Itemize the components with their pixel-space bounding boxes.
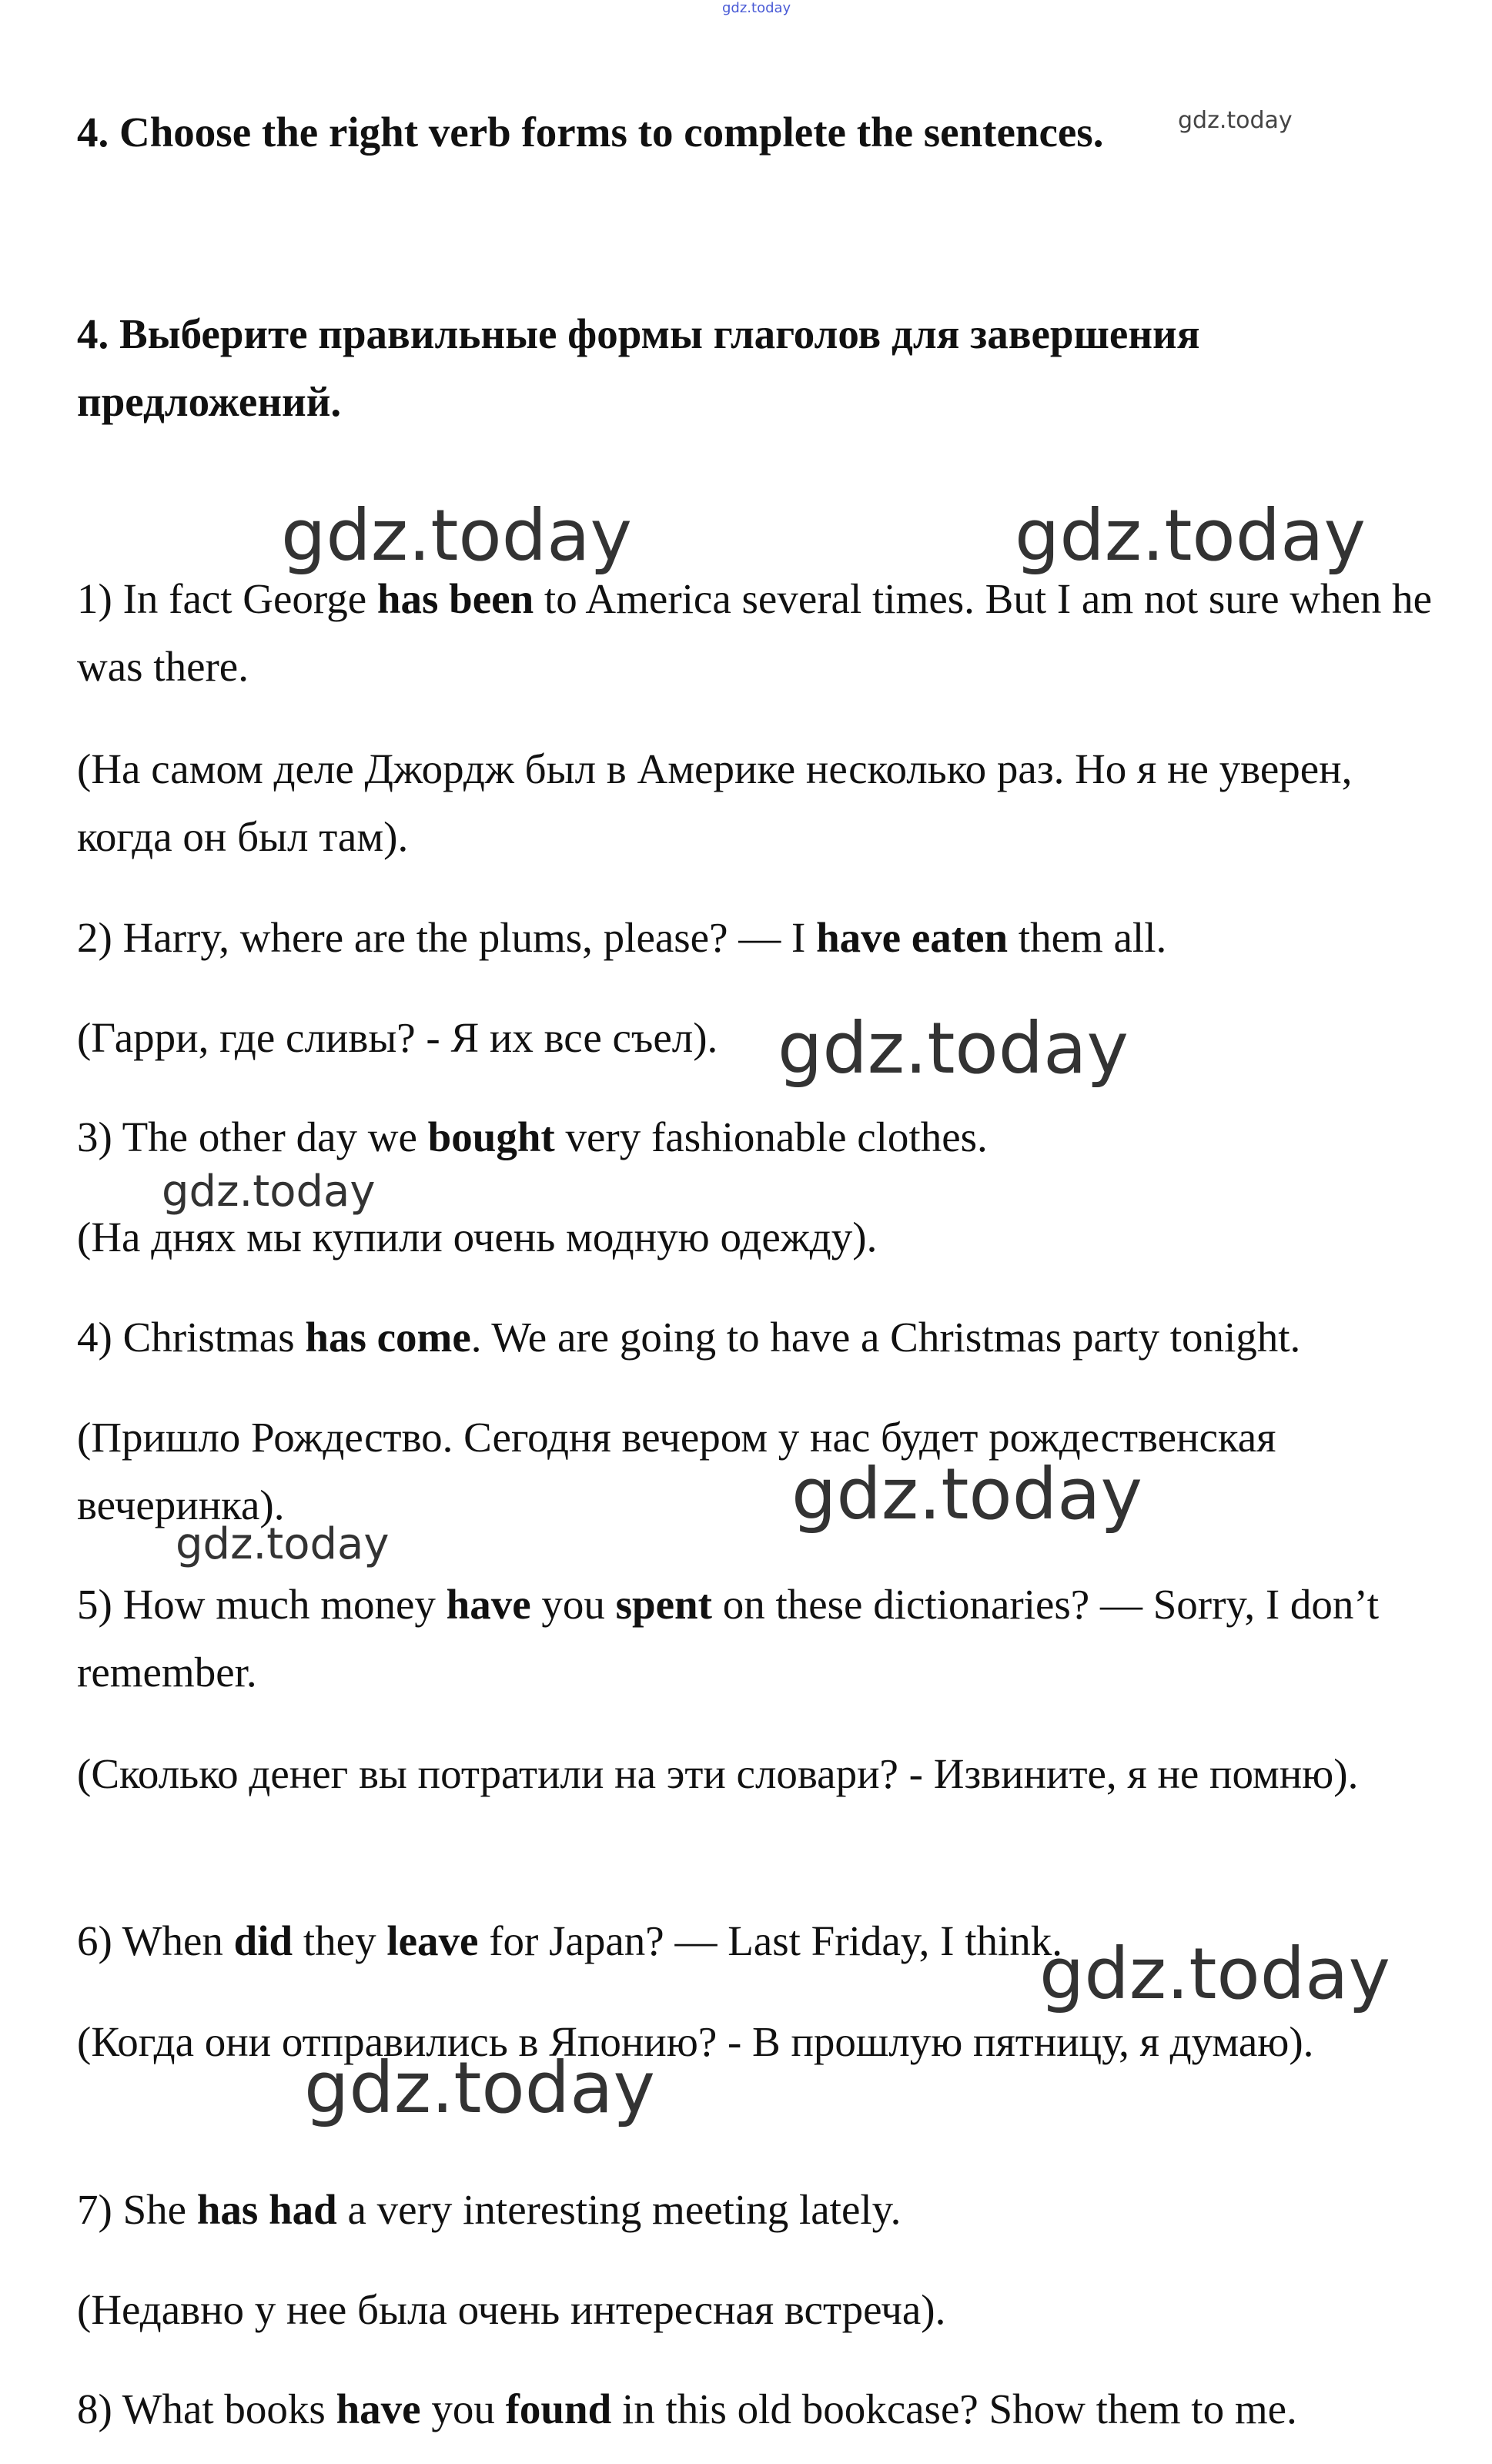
translation-6: (Когда они отправились в Японию? - В прошлую пятницу, я думаю).: [77, 2018, 1314, 2065]
verb-answer: have eaten: [816, 914, 1009, 961]
verb-answer: spent: [615, 1581, 712, 1628]
sentence-6: 6) When did they leave for Japan? — Last Friday, I think.: [77, 1917, 1063, 1964]
sentence-7: 7) She has had a very interesting meeting lately.: [77, 2186, 902, 2233]
verb-answer: found: [505, 2385, 612, 2432]
watermark-7: gdz.today: [1039, 1933, 1390, 2015]
verb-answer: leave: [386, 1917, 479, 1964]
translation-3: (На днях мы купили очень модную одежду).: [77, 1214, 878, 1260]
watermark-5: gdz.today: [791, 1453, 1142, 1535]
sentence-3: 3) The other day we bought very fashionable clothes.: [77, 1113, 988, 1160]
translation-1: (На самом деле Джордж был в Америке несколько раз. Но я не уверен, когда он был там).: [77, 745, 1353, 860]
verb-answer: bought: [427, 1113, 555, 1160]
watermark-6: gdz.today: [176, 1519, 390, 1569]
watermark-top: gdz.today: [722, 0, 791, 16]
verb-answer: have: [446, 1581, 531, 1628]
watermark-heading: gdz.today: [1178, 107, 1293, 134]
translation-7: (Недавно у нее была очень интересная встреча).: [77, 2286, 946, 2333]
watermark-1: gdz.today: [281, 494, 632, 577]
watermark-4: gdz.today: [162, 1167, 376, 1217]
watermark-3: gdz.today: [778, 1007, 1129, 1090]
watermark-2: gdz.today: [1015, 494, 1366, 577]
verb-answer: have: [336, 2385, 421, 2432]
sentence-8: 8) What books have you found in this old bookcase? Show them to me.: [77, 2385, 1297, 2432]
heading-russian-line-2: предложений.: [77, 378, 342, 425]
verb-answer: has had: [196, 2186, 337, 2233]
verb-answer: has been: [376, 575, 534, 622]
sentence-4: 4) Christmas has come. We are going to have a Christmas party tonight.: [77, 1314, 1301, 1361]
translation-5: (Сколько денег вы потратили на эти словари? - Извините, я не помню).: [77, 1750, 1359, 1797]
heading-english: 4. Choose the right verb forms to complete the sentences.: [77, 109, 1104, 156]
translation-4: (Пришло Рождество. Сегодня вечером у нас будет рождественская вечеринка).: [77, 1414, 1276, 1528]
verb-answer: did: [233, 1917, 293, 1964]
sentence-2: 2) Harry, where are the plums, please? — I have eaten them all.: [77, 914, 1167, 961]
watermark-8: gdz.today: [304, 2047, 655, 2129]
sentence-5: 5) How much money have you spent on these dictionaries? — Sorry, I don’t remember.: [77, 1581, 1380, 1696]
sentence-1: 1) In fact George has been to America several times. But I am not sure when he was there.: [77, 575, 1433, 690]
verb-answer: has come: [305, 1314, 471, 1361]
translation-2: (Гарри, где сливы? - Я их все съел).: [77, 1014, 718, 1061]
heading-russian-line-1: 4. Выберите правильные формы глаголов для завершения: [77, 310, 1200, 357]
